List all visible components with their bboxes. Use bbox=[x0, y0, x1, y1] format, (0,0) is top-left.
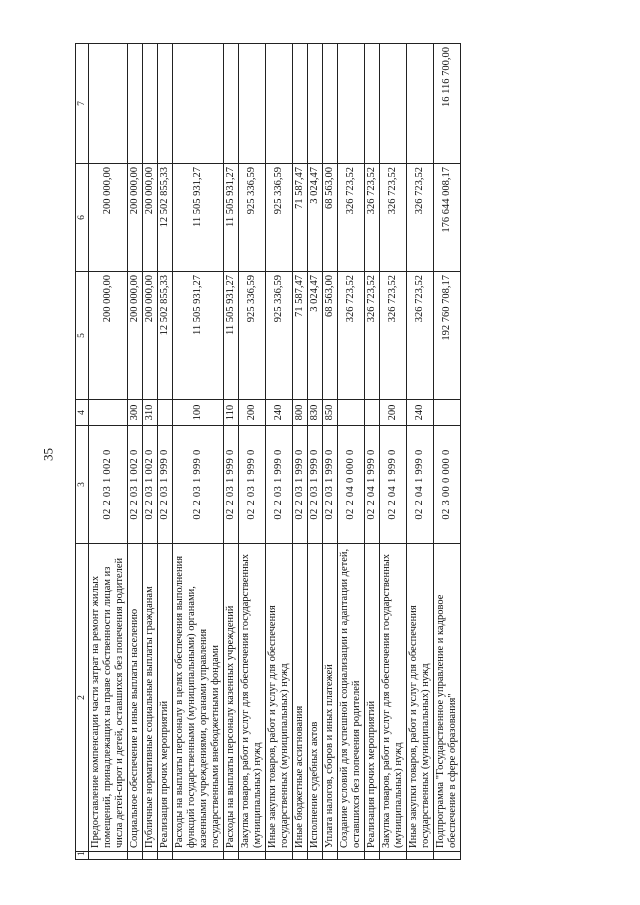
cell-name: Закупка товаров, работ и услуг для обеспечения государственных (муниципальных) нужд bbox=[380, 544, 407, 852]
table-row bbox=[128, 44, 143, 860]
cell-amount-total: 326 723,52 bbox=[380, 272, 407, 400]
table-row bbox=[239, 44, 266, 860]
table-row bbox=[308, 44, 323, 860]
cell-expense-type: 310 bbox=[143, 400, 158, 426]
page-number: 35 bbox=[40, 448, 56, 461]
cell-amount-7 bbox=[173, 44, 224, 164]
cell-col-1 bbox=[434, 852, 461, 860]
cell-amount-6: 71 587,47 bbox=[293, 164, 308, 272]
col-header-6: 6 bbox=[76, 164, 89, 272]
table-row bbox=[89, 44, 128, 860]
table-body bbox=[89, 44, 461, 860]
table-row bbox=[323, 44, 338, 860]
cell-amount-total: 11 505 931,27 bbox=[173, 272, 224, 400]
cell-expense-type: 200 bbox=[380, 400, 407, 426]
cell-expense-type: 850 bbox=[323, 400, 338, 426]
cell-col-1 bbox=[323, 852, 338, 860]
cell-amount-6: 176 644 008,17 bbox=[434, 164, 461, 272]
cell-amount-6: 200 000,00 bbox=[89, 164, 128, 272]
cell-name: Иные закупки товаров, работ и услуг для обеспечения государственных (муниципальных) нужд bbox=[407, 544, 434, 852]
cell-amount-6: 326 723,52 bbox=[338, 164, 365, 272]
cell-amount-total: 326 723,52 bbox=[338, 272, 365, 400]
cell-amount-7 bbox=[143, 44, 158, 164]
cell-col-1 bbox=[380, 852, 407, 860]
rotated-table-wrapper bbox=[75, 44, 605, 860]
cell-target-code: 02 2 04 0 000 0 bbox=[338, 426, 365, 544]
cell-amount-7 bbox=[380, 44, 407, 164]
cell-amount-total: 11 505 931,27 bbox=[224, 272, 239, 400]
cell-amount-7 bbox=[323, 44, 338, 164]
col-header-7: 7 bbox=[76, 44, 89, 164]
cell-col-1 bbox=[128, 852, 143, 860]
cell-amount-total: 925 336,59 bbox=[239, 272, 266, 400]
cell-target-code: 02 2 04 1 999 0 bbox=[365, 426, 380, 544]
cell-col-1 bbox=[365, 852, 380, 860]
cell-name: Подпрограмма "Государственное управление и кадровое обеспечение в сфере образования" bbox=[434, 544, 461, 852]
cell-amount-7 bbox=[224, 44, 239, 164]
cell-expense-type: 240 bbox=[407, 400, 434, 426]
cell-amount-7: 16 116 700,00 bbox=[434, 44, 461, 164]
cell-target-code: 02 2 04 1 999 0 bbox=[407, 426, 434, 544]
cell-name: Иные закупки товаров, работ и услуг для обеспечения государственных (муниципальных) нужд bbox=[266, 544, 293, 852]
cell-name: Предоставление компенсации части затрат на ремонт жилых помещений, принадлежащих на праве собственности лицам из числа детей-сирот и детей, оставшихся без попечения родителей bbox=[89, 544, 128, 852]
col-header-3: 3 bbox=[76, 426, 89, 544]
col-header-4: 4 bbox=[76, 400, 89, 426]
cell-target-code: 02 2 03 1 002 0 bbox=[128, 426, 143, 544]
table-row bbox=[293, 44, 308, 860]
cell-name: Реализация прочих мероприятий bbox=[365, 544, 380, 852]
cell-expense-type bbox=[365, 400, 380, 426]
cell-amount-6: 11 505 931,27 bbox=[224, 164, 239, 272]
cell-col-1 bbox=[308, 852, 323, 860]
cell-target-code: 02 2 03 1 002 0 bbox=[143, 426, 158, 544]
cell-target-code: 02 2 03 1 002 0 bbox=[89, 426, 128, 544]
cell-target-code: 02 2 03 1 999 0 bbox=[323, 426, 338, 544]
cell-amount-total: 925 336,59 bbox=[266, 272, 293, 400]
cell-expense-type: 110 bbox=[224, 400, 239, 426]
cell-name: Уплата налогов, сборов и иных платежей bbox=[323, 544, 338, 852]
budget-table bbox=[75, 43, 461, 860]
cell-amount-total: 71 587,47 bbox=[293, 272, 308, 400]
cell-amount-total: 200 000,00 bbox=[89, 272, 128, 400]
cell-amount-total: 326 723,52 bbox=[407, 272, 434, 400]
cell-amount-7 bbox=[158, 44, 173, 164]
table-row bbox=[365, 44, 380, 860]
cell-name: Расходы на выплаты персоналу в целях обеспечения выполнения функций государственными (муниципальными) органами, казенными учреждениями, органами управления государственными внебюджетными фондами bbox=[173, 544, 224, 852]
cell-amount-total: 3 024,47 bbox=[308, 272, 323, 400]
table-row bbox=[434, 44, 461, 860]
col-header-5: 5 bbox=[76, 272, 89, 400]
cell-col-1 bbox=[407, 852, 434, 860]
cell-target-code: 02 2 03 1 999 0 bbox=[293, 426, 308, 544]
cell-amount-7 bbox=[338, 44, 365, 164]
cell-target-code: 02 2 03 1 999 0 bbox=[308, 426, 323, 544]
cell-amount-6: 68 563,00 bbox=[323, 164, 338, 272]
col-header-1: 1 bbox=[76, 852, 89, 860]
cell-expense-type: 100 bbox=[173, 400, 224, 426]
cell-amount-6: 200 000,00 bbox=[143, 164, 158, 272]
cell-col-1 bbox=[293, 852, 308, 860]
cell-amount-total: 12 502 855,33 bbox=[158, 272, 173, 400]
cell-expense-type bbox=[338, 400, 365, 426]
table-row bbox=[224, 44, 239, 860]
cell-name: Публичные нормативные социальные выплаты гражданам bbox=[143, 544, 158, 852]
cell-expense-type: 240 bbox=[266, 400, 293, 426]
cell-name: Исполнение судебных актов bbox=[308, 544, 323, 852]
cell-amount-6: 326 723,52 bbox=[365, 164, 380, 272]
table-row bbox=[380, 44, 407, 860]
cell-amount-6: 3 024,47 bbox=[308, 164, 323, 272]
cell-amount-7 bbox=[266, 44, 293, 164]
table-row bbox=[173, 44, 224, 860]
cell-name: Реализация прочих мероприятий bbox=[158, 544, 173, 852]
cell-amount-7 bbox=[128, 44, 143, 164]
cell-amount-7 bbox=[365, 44, 380, 164]
cell-target-code: 02 2 03 1 999 0 bbox=[158, 426, 173, 544]
cell-name: Социальное обеспечение и иные выплаты населению bbox=[128, 544, 143, 852]
cell-target-code: 02 2 03 1 999 0 bbox=[173, 426, 224, 544]
cell-amount-6: 925 336,59 bbox=[266, 164, 293, 272]
cell-amount-7 bbox=[407, 44, 434, 164]
cell-expense-type bbox=[158, 400, 173, 426]
cell-expense-type bbox=[434, 400, 461, 426]
table-row bbox=[266, 44, 293, 860]
cell-amount-6: 326 723,52 bbox=[380, 164, 407, 272]
cell-expense-type: 200 bbox=[239, 400, 266, 426]
table-row bbox=[407, 44, 434, 860]
cell-col-1 bbox=[239, 852, 266, 860]
cell-target-code: 02 2 03 1 999 0 bbox=[224, 426, 239, 544]
cell-amount-total: 192 760 708,17 bbox=[434, 272, 461, 400]
cell-target-code: 02 2 04 1 999 0 bbox=[380, 426, 407, 544]
col-header-2: 2 bbox=[76, 544, 89, 852]
cell-target-code: 02 3 00 0 000 0 bbox=[434, 426, 461, 544]
table-row bbox=[143, 44, 158, 860]
cell-amount-7 bbox=[239, 44, 266, 164]
cell-amount-total: 326 723,52 bbox=[365, 272, 380, 400]
cell-amount-total: 200 000,00 bbox=[128, 272, 143, 400]
cell-target-code: 02 2 03 1 999 0 bbox=[239, 426, 266, 544]
cell-expense-type: 300 bbox=[128, 400, 143, 426]
cell-col-1 bbox=[143, 852, 158, 860]
cell-amount-7 bbox=[89, 44, 128, 164]
cell-amount-7 bbox=[293, 44, 308, 164]
cell-amount-6: 12 502 855,33 bbox=[158, 164, 173, 272]
cell-amount-total: 68 563,00 bbox=[323, 272, 338, 400]
header-row bbox=[76, 44, 89, 860]
cell-name: Иные бюджетные ассигнования bbox=[293, 544, 308, 852]
cell-expense-type bbox=[89, 400, 128, 426]
cell-target-code: 02 2 03 1 999 0 bbox=[266, 426, 293, 544]
cell-amount-total: 200 000,00 bbox=[143, 272, 158, 400]
table-row bbox=[338, 44, 365, 860]
cell-name: Закупка товаров, работ и услуг для обеспечения государственных (муниципальных) нужд bbox=[239, 544, 266, 852]
cell-amount-6: 925 336,59 bbox=[239, 164, 266, 272]
cell-amount-7 bbox=[308, 44, 323, 164]
cell-col-1 bbox=[224, 852, 239, 860]
cell-amount-6: 200 000,00 bbox=[128, 164, 143, 272]
cell-col-1 bbox=[89, 852, 128, 860]
cell-name: Расходы на выплаты персоналу казенных учреждений bbox=[224, 544, 239, 852]
cell-col-1 bbox=[158, 852, 173, 860]
cell-name: Создание условий для успешной социализации и адаптации детей, оставшихся без попечения родителей bbox=[338, 544, 365, 852]
cell-col-1 bbox=[173, 852, 224, 860]
cell-amount-6: 326 723,52 bbox=[407, 164, 434, 272]
cell-col-1 bbox=[338, 852, 365, 860]
cell-expense-type: 830 bbox=[308, 400, 323, 426]
cell-expense-type: 800 bbox=[293, 400, 308, 426]
cell-amount-6: 11 505 931,27 bbox=[173, 164, 224, 272]
table-row bbox=[158, 44, 173, 860]
cell-col-1 bbox=[266, 852, 293, 860]
